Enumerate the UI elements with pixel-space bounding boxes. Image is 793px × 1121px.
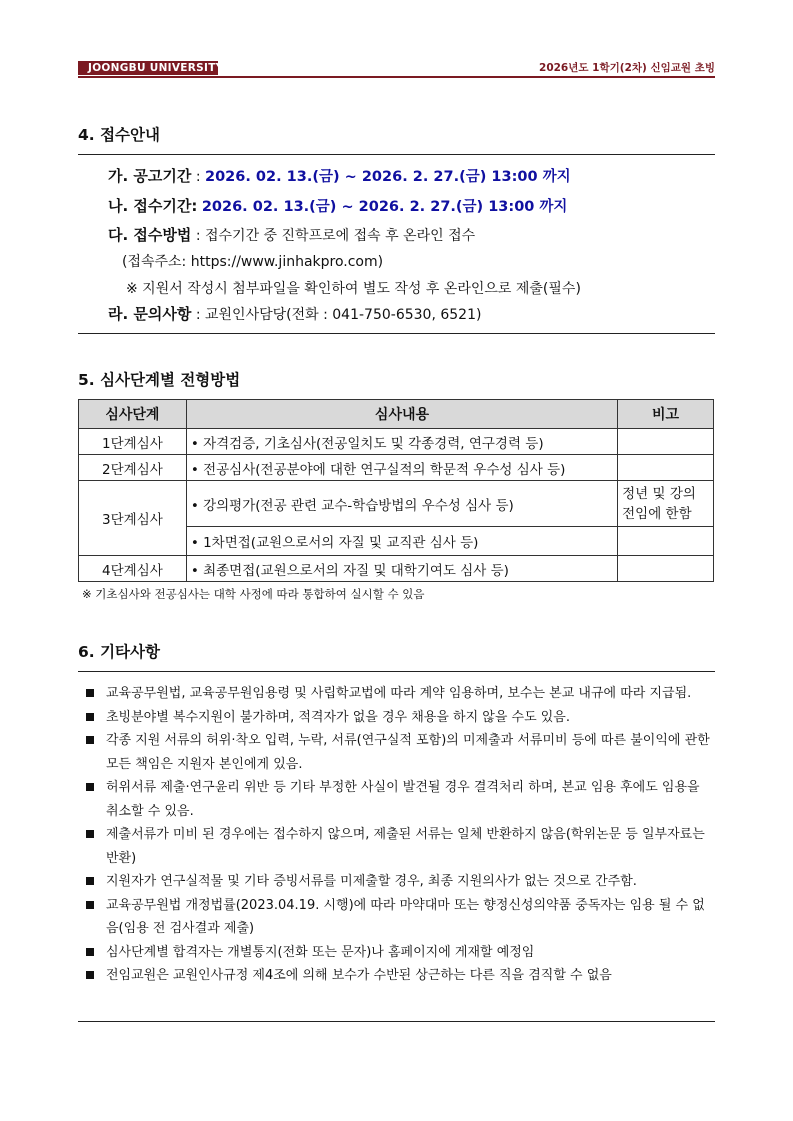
stage-cell: 1단계심사 [79, 429, 187, 455]
section-6-top-rule [78, 671, 715, 672]
reception-period-value: 2026. 02. 13.(금) ~ 2026. 2. 27.(금) 13:00 까지 [201, 199, 568, 215]
table-row [79, 481, 714, 527]
note-cell [618, 429, 714, 455]
header-stage: 심사단계 [79, 400, 187, 429]
application-method-value: 접수기간 중 진학프로에 접속 후 온라인 접수 [205, 228, 476, 244]
content-cell: • 1차면접(교원으로서의 자질 및 교직관 심사 등) [186, 527, 617, 556]
misc-notes-list [86, 682, 716, 988]
header-content: 심사내용 [186, 400, 617, 429]
list-item: 교육공무원법 개정법률(2023.04.19. 시행)에 따라 마약대마 또는 향정신성의약품 중독자는 임용 될 수 없음(임용 전 검사결과 제출) [86, 894, 716, 941]
note-cell [618, 527, 714, 556]
content-cell: • 최종면접(교원으로서의 자질 및 대학기여도 심사 등) [186, 556, 617, 582]
note-cell: 정년 및 강의 전임에 한함 [618, 481, 714, 527]
application-period-label: 가. 공고기간 [108, 167, 192, 185]
stage-cell: 3단계심사 [79, 481, 187, 556]
list-item: 교육공무원법, 교육공무원임용령 및 사립학교법에 따라 계약 임용하며, 보수는 본교 내규에 따라 지급됨. [86, 682, 716, 706]
table-row [79, 429, 714, 455]
inquiry-row [108, 303, 481, 324]
application-period-value: 2026. 02. 13.(금) ~ 2026. 2. 27.(금) 13:00 까지 [205, 169, 571, 185]
list-item: 각종 지원 서류의 허위·착오 입력, 누락, 서류(연구실적 포함)의 미제출과 서류미비 등에 따른 불이익에 관한 모든 책임은 지원자 본인에게 있음. [86, 729, 716, 776]
inquiry-value: 교원인사담당(전화 : 041-750-6530, 6521) [205, 307, 482, 323]
stage-cell: 2단계심사 [79, 455, 187, 481]
stage-cell: 4단계심사 [79, 556, 187, 582]
table-row [79, 556, 714, 582]
application-method-row [108, 224, 475, 245]
application-period-row [108, 165, 571, 186]
header-divider [78, 76, 715, 78]
content-cell: • 강의평가(전공 관련 교수-학습방법의 우수성 심사 등) [186, 481, 617, 527]
bullet-square-icon [86, 877, 94, 885]
bullet-square-icon [86, 901, 94, 909]
bullet-square-icon [86, 783, 94, 791]
section-4-top-rule [78, 154, 715, 155]
section-4-bottom-rule [78, 333, 715, 334]
reception-period-row [108, 195, 567, 216]
section-4-title: 4. 접수안내 [78, 126, 160, 144]
note-cell [618, 556, 714, 582]
list-item: 초빙분야별 복수지원이 불가하며, 적격자가 없을 경우 채용을 하지 않을 수도 있음. [86, 706, 716, 730]
bullet-square-icon [86, 736, 94, 744]
bullet-square-icon [86, 971, 94, 979]
reception-period-label: 나. 접수기간: [108, 197, 198, 215]
bullet-square-icon [86, 948, 94, 956]
inquiry-label: 라. 문의사항 [108, 305, 192, 323]
list-item: 제출서류가 미비 된 경우에는 접수하지 않으며, 제출된 서류는 일체 반환하지 않음(학위논문 등 일부자료는 반환) [86, 823, 716, 870]
bullet-square-icon [86, 689, 94, 697]
attachment-note: ※ 지원서 작성시 첨부파일을 확인하여 별도 작성 후 온라인으로 제출(필수) [126, 281, 581, 297]
section-6-bottom-rule [78, 1021, 715, 1022]
bullet-square-icon [86, 830, 94, 838]
section-5-title: 5. 심사단계별 전형방법 [78, 371, 241, 389]
section-6-title: 6. 기타사항 [78, 643, 160, 661]
application-period-sep: : [191, 169, 205, 185]
list-item: 허위서류 제출·연구윤리 위반 등 기타 부정한 사실이 발견될 경우 결격처리 하며, 본교 임용 후에도 임용을 취소할 수 있음. [86, 776, 716, 823]
content-cell: • 전공심사(전공분야에 대한 연구실적의 학문적 우수성 심사 등) [186, 455, 617, 481]
notice-title: 2026년도 1학기(2차) 신임교원 초빙 [539, 62, 715, 74]
access-address: (접속주소: https://www.jinhakpro.com) [122, 254, 384, 270]
review-stage-table [78, 399, 714, 582]
inquiry-sep: : [191, 307, 205, 323]
table-footnote: ※ 기초심사와 전공심사는 대학 사정에 따라 통합하여 실시할 수 있음 [82, 587, 425, 601]
content-cell: • 자격검증, 기초심사(전공일치도 및 각종경력, 연구경력 등) [186, 429, 617, 455]
application-method-sep: : [191, 228, 205, 244]
bullet-square-icon [86, 713, 94, 721]
table-header-row [79, 400, 714, 429]
application-method-label: 다. 접수방법 [108, 226, 192, 244]
list-item: 전임교원은 교원인사규정 제4조에 의해 보수가 수반된 상근하는 다른 직을 겸직할 수 없음 [86, 964, 716, 988]
university-name: JOONGBU UNIVERSITY [88, 62, 224, 74]
table-row [79, 455, 714, 481]
header-note: 비고 [618, 400, 714, 429]
list-item: 심사단계별 합격자는 개별통지(전화 또는 문자)나 홈페이지에 게재할 예정임 [86, 941, 716, 965]
list-item: 지원자가 연구실적물 및 기타 증빙서류를 미제출할 경우, 최종 지원의사가 없는 것으로 간주함. [86, 870, 716, 894]
note-cell [618, 455, 714, 481]
